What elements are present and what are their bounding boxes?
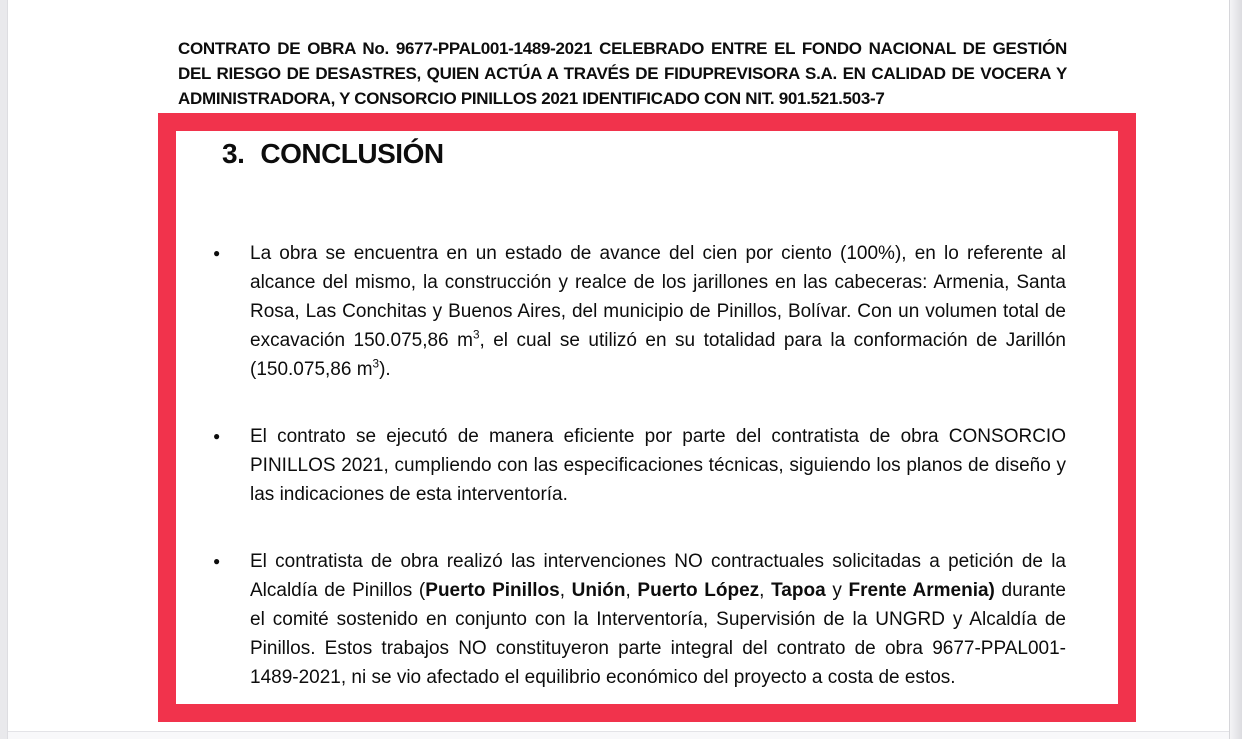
bullet-icon: ● [213,429,221,443]
viewer-scrollbar-track[interactable] [1229,0,1242,739]
list-item [213,239,1066,384]
page-bottom-edge [8,731,1229,739]
list-item-text: El contrato se ejecutó de manera eficiente por parte del contratista de obra CONSORCIO PINILLOS 2021, cumpliendo con las especificaciones técnicas, siguiendo los planos de diseño y las indicaciones de esta interventoría. [250,426,1066,505]
bullet-icon: ● [213,246,221,260]
section-title: CONCLUSIÓN [260,138,444,169]
viewer-gutter-left [0,0,8,739]
list-item [213,422,1066,509]
list-item [213,547,1066,692]
list-item-text: La obra se encuentra en un estado de avance del cien por ciento (100%), en lo referente al alcance del mismo, la construcción y realce de los jarillones en las cabeceras: Armenia, Santa Rosa, Las Conchitas y Buenos Aires, del municipio de Pinillos, Bolívar. Con un volumen total de excavación 150.075,86 $m^3$, el cual se utilizó en su totalidad para la conformación de Jarillón (150.075,86 $m^3$). [250,243,1066,380]
section-number: 3. [222,138,245,169]
section-heading [222,137,1118,171]
contract-header-text: CONTRATO DE OBRA No. 9677-PPAL001-1489-2021 CELEBRADO ENTRE EL FONDO NACIONAL DE GESTIÓN DEL RIESGO DE DESASTRES, QUIEN ACTÚA A TRAVÉS DE FIDUPREVISORA S.A. EN CALIDAD DE VOCERA Y ADMINISTRADORA, Y CONSORCIO PINILLOS 2021 IDENTIFICADO CON NIT. 901.521.503-7 [178,39,1067,108]
conclusion-list [176,239,1118,692]
annotation-highlight-box [158,113,1136,722]
bullet-icon: ● [213,554,221,568]
list-item-text: El contratista de obra realizó las intervenciones NO contractuales solicitadas a petición de la Alcaldía de Pinillos (Puerto Pinillos, Unión, Puerto López, Tapoa y Frente Armenia) durante el comité sostenido en conjunto con la Interventoría, Supervisión de la UNGRD y Alcaldía de Pinillos. Estos trabajos NO constituyeron parte integral del contrato de obra 9677-PPAL001-1489-2021, ni se vio afectado el equilibrio económico del proyecto a costa de estos. [250,551,1066,688]
